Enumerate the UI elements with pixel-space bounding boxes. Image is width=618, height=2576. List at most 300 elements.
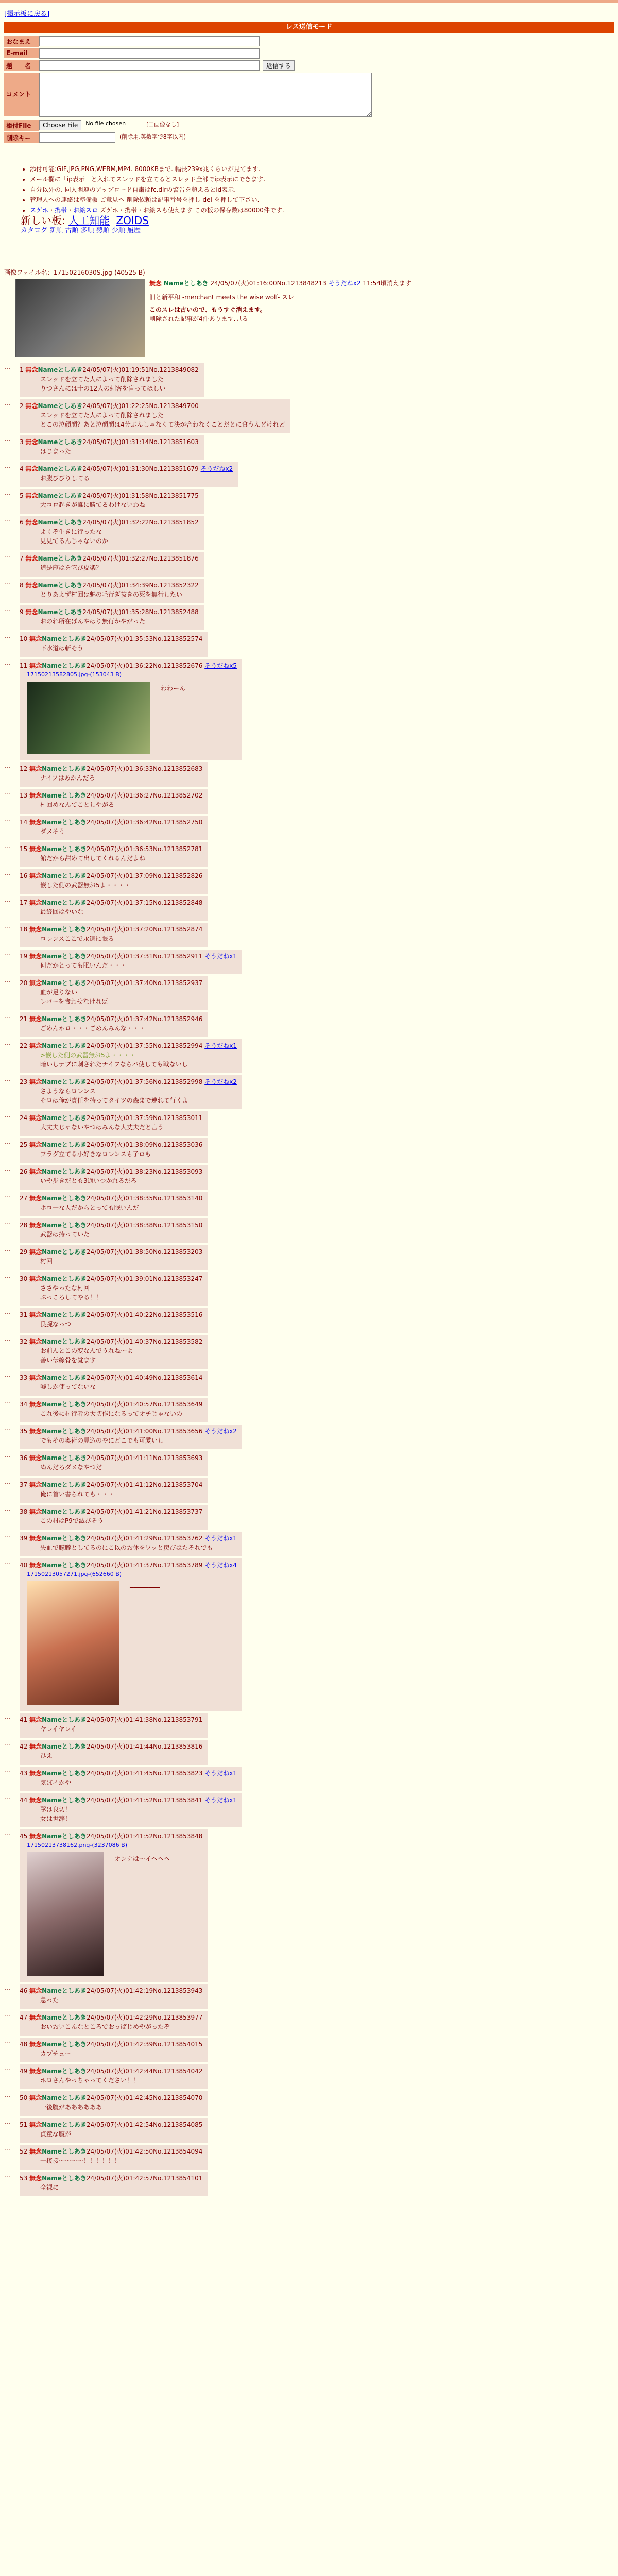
reply-number: 53 bbox=[20, 2175, 28, 2182]
reply-row bbox=[4, 1075, 614, 1109]
reply-text: これ後に村行者の大切作になるってオチじゃないの bbox=[40, 1410, 183, 1417]
reply-id[interactable]: 1213852826 bbox=[163, 872, 203, 879]
reply-id[interactable]: 1213852994 bbox=[163, 1042, 203, 1049]
reply-id[interactable]: 1213854094 bbox=[163, 2148, 203, 2155]
reply-date: 24/05/07(火)01:37:31 bbox=[86, 953, 153, 960]
reply-header: 22 無念Nameとしあき24/05/07(火)01:37:55No.1213852994 そうだねx1 bbox=[20, 1042, 237, 1049]
reply-id[interactable]: 1213852702 bbox=[163, 792, 203, 799]
reply-header: 3 無念Nameとしあき24/05/07(火)01:31:14No.1213851603 bbox=[20, 438, 199, 446]
sodane-button[interactable]: そうだねx4 bbox=[204, 1562, 237, 1569]
reply-id[interactable]: 1213853093 bbox=[163, 1168, 203, 1175]
reply-author: Nameとしあき bbox=[42, 635, 87, 642]
reply-text: 村回めなんてことしやがる bbox=[40, 801, 115, 808]
reply-subject: 無念 bbox=[29, 2121, 42, 2128]
reply-file-info[interactable] bbox=[27, 1841, 202, 1850]
reply-author: Nameとしあき bbox=[42, 926, 87, 933]
reply-id[interactable]: 1213852781 bbox=[163, 845, 203, 853]
reply-subject: 無念 bbox=[29, 1562, 42, 1569]
reply-id[interactable]: 1213853737 bbox=[163, 1508, 203, 1515]
reply-indent: … bbox=[4, 1558, 10, 1566]
reply-author: Nameとしあき bbox=[42, 1454, 87, 1462]
reply-indent: … bbox=[4, 950, 10, 957]
reply-row bbox=[4, 1039, 614, 1073]
sodane-button[interactable]: そうだねx1 bbox=[204, 1042, 237, 1049]
reply-id[interactable]: 1213849700 bbox=[159, 402, 199, 410]
reply-number: 23 bbox=[20, 1078, 28, 1086]
reply-header: 32 無念Nameとしあき24/05/07(火)01:40:37No.1213853582 bbox=[20, 1338, 203, 1345]
reply-id[interactable]: 1213853203 bbox=[163, 1248, 203, 1256]
rule-item: • スゲホ・携帯・お絵スロ ズゲホ・携帯・お絵スも使えます この板の保存数は80000件です. bbox=[30, 205, 587, 215]
reply-subject: 無念 bbox=[29, 662, 42, 669]
op-deleted-note[interactable]: 削除された記事が4件あります.見る bbox=[149, 315, 248, 323]
reply-text: 大丈夫じゃないやつはみんな大丈夫だと言う bbox=[40, 1124, 164, 1131]
subject-label: 題 名 bbox=[4, 60, 39, 71]
reply-subject: 無念 bbox=[29, 1275, 42, 1282]
reply-header: 4 無念Nameとしあき24/05/07(火)01:31:30No.1213851679 そうだねx2 bbox=[20, 465, 233, 472]
reply-box bbox=[20, 1165, 208, 1190]
reply-subject: 無念 bbox=[29, 1428, 42, 1435]
reply-id[interactable]: 1213852488 bbox=[159, 608, 199, 616]
reply-body bbox=[20, 1543, 237, 1552]
reply-date: 24/05/07(火)01:40:57 bbox=[86, 1401, 153, 1408]
sodane-button[interactable]: そうだねx1 bbox=[204, 1797, 237, 1804]
reply-header: 28 無念Nameとしあき24/05/07(火)01:38:38No.1213853150 bbox=[20, 1222, 203, 1229]
reply-image[interactable] bbox=[27, 1852, 104, 1976]
board-link-zoids[interactable]: ZOIDS bbox=[116, 214, 149, 227]
reply-row bbox=[4, 816, 614, 840]
reply-subject: 無念 bbox=[25, 366, 38, 374]
reply-subject: 無念 bbox=[29, 1508, 42, 1515]
reply-author: Nameとしあき bbox=[42, 765, 87, 772]
reply-id[interactable]: 1213853036 bbox=[163, 1141, 203, 1148]
reply-id[interactable]: 1213852946 bbox=[163, 1015, 203, 1023]
reply-date: 24/05/07(火)01:38:38 bbox=[86, 1222, 153, 1229]
reply-row bbox=[4, 1111, 614, 1136]
reply-id[interactable]: 1213851679 bbox=[159, 465, 199, 472]
nav-few[interactable]: 少順 bbox=[111, 227, 125, 234]
sodane-button[interactable]: そうだねx5 bbox=[204, 662, 237, 669]
reply-row bbox=[4, 842, 614, 867]
reply-id[interactable]: 1213853582 bbox=[163, 1338, 203, 1345]
reply-id[interactable]: 1213852683 bbox=[163, 765, 203, 772]
reply-box bbox=[20, 1272, 208, 1306]
reply-form bbox=[4, 36, 614, 145]
reply-text: ナイフはあかんだろ bbox=[40, 774, 95, 782]
mobile-link[interactable]: 携帯 bbox=[55, 207, 67, 214]
reply-author: Nameとしあき bbox=[38, 465, 83, 472]
reply-header: 46 無念Nameとしあき24/05/07(火)01:42:19No.1213853943 bbox=[20, 1987, 203, 1994]
reply-header: 51 無念Nameとしあき24/05/07(火)01:42:54No.1213854085 bbox=[20, 2121, 203, 2128]
reply-row bbox=[4, 2064, 614, 2089]
reply-id[interactable]: 1213854070 bbox=[163, 2094, 203, 2102]
reply-row bbox=[4, 1451, 614, 1476]
board-link-ai[interactable]: 人工知能 bbox=[68, 214, 110, 227]
reply-row bbox=[4, 435, 614, 460]
reply-body bbox=[20, 1230, 202, 1239]
reply-row bbox=[4, 1371, 614, 1396]
reply-indent: … bbox=[4, 605, 10, 613]
reply-subject: 無念 bbox=[29, 2175, 42, 2182]
reply-id[interactable]: 1213853791 bbox=[163, 1716, 203, 1723]
reply-indent: … bbox=[4, 976, 10, 984]
reply-file-link[interactable]: 17150213738162.png-(3237086 B) bbox=[27, 1842, 127, 1849]
reply-body bbox=[20, 1257, 202, 1266]
reply-date: 24/05/07(火)01:41:11 bbox=[86, 1454, 153, 1462]
reply-id[interactable]: 1213852574 bbox=[163, 635, 203, 642]
reply-number: 32 bbox=[20, 1338, 28, 1345]
delete-key-input[interactable] bbox=[39, 132, 115, 143]
email-input[interactable] bbox=[39, 48, 260, 59]
reply-box bbox=[20, 1192, 208, 1216]
reply-box bbox=[20, 2091, 208, 2116]
reply-row bbox=[4, 2038, 614, 2062]
reply-author: Nameとしあき bbox=[42, 1743, 87, 1750]
reply-id[interactable]: 1213853943 bbox=[163, 1987, 203, 1994]
reply-subject: 無念 bbox=[25, 519, 38, 526]
reply-indent: … bbox=[4, 1012, 10, 1020]
reply-indent: … bbox=[4, 1272, 10, 1279]
reply-body bbox=[20, 1805, 237, 1823]
reply-text: 村回 bbox=[40, 1258, 53, 1265]
sodane-button[interactable]: そうだねx1 bbox=[204, 1770, 237, 1777]
reply-row bbox=[4, 869, 614, 894]
rule-item: • メール欄に「ip表示」と入れてスレッドを立てるとスレッド全部でip表示にできます. bbox=[30, 174, 587, 184]
reply-id[interactable]: 1213853516 bbox=[163, 1311, 203, 1318]
reply-row bbox=[4, 1558, 614, 1711]
reply-header: 17 無念Nameとしあき24/05/07(火)01:37:15No.1213852848 bbox=[20, 899, 203, 906]
reply-header: 20 無念Nameとしあき24/05/07(火)01:37:40No.1213852937 bbox=[20, 979, 203, 987]
reply-date: 24/05/07(火)01:19:51 bbox=[82, 366, 149, 374]
catalog-nav bbox=[21, 226, 587, 236]
reply-text: 道是座はを它び皮楽？ bbox=[40, 564, 102, 571]
reply-text: 一後腹がああああああ bbox=[40, 2104, 102, 2111]
reply-id[interactable]: 1213853841 bbox=[163, 1797, 203, 1804]
op-date[interactable]: 24/05/07(火)01:16:00No.1213848213 bbox=[210, 280, 327, 287]
reply-row bbox=[4, 1165, 614, 1190]
reply-date: 24/05/07(火)01:41:45 bbox=[86, 1770, 153, 1777]
reply-id[interactable]: 1213851852 bbox=[159, 519, 199, 526]
op-image[interactable] bbox=[15, 279, 145, 357]
reply-body bbox=[20, 1087, 237, 1105]
reply-author: Nameとしあき bbox=[42, 1374, 87, 1381]
reply-number: 33 bbox=[20, 1374, 28, 1381]
new-boards-label: 新しい板: bbox=[21, 214, 65, 227]
reply-text: 嵌した側の武器無お5よ・・・・ bbox=[40, 882, 131, 889]
reply-subject: 無念 bbox=[29, 2148, 42, 2155]
reply-header: 38 無念Nameとしあき24/05/07(火)01:41:21No.1213853737 bbox=[20, 1508, 203, 1515]
reply-text: ぶっころしてやる！！ bbox=[40, 1294, 102, 1301]
reply-header: 41 無念Nameとしあき24/05/07(火)01:41:38No.1213853791 bbox=[20, 1716, 203, 1723]
reply-indent: … bbox=[4, 1398, 10, 1405]
reply-date: 24/05/07(火)01:37:56 bbox=[86, 1078, 153, 1086]
reply-body bbox=[20, 2183, 202, 2192]
choose-file-button[interactable]: Choose File bbox=[39, 120, 81, 130]
reply-subject: 無念 bbox=[29, 845, 42, 853]
reply-author: Nameとしあき bbox=[42, 1015, 87, 1023]
reply-header: 42 無念Nameとしあき24/05/07(火)01:41:44No.1213853816 bbox=[20, 1743, 203, 1750]
reply-header: 19 無念Nameとしあき24/05/07(火)01:37:31No.1213852911 そうだねx1 bbox=[20, 953, 237, 960]
reply-number: 1 bbox=[20, 366, 24, 374]
reply-body bbox=[20, 1176, 202, 1185]
reply-subject: 無念 bbox=[29, 899, 42, 906]
reply-id[interactable]: 1213853789 bbox=[163, 1562, 203, 1569]
reply-text: この村はP9で滅びそう bbox=[40, 1517, 104, 1524]
reply-body bbox=[20, 1995, 202, 2005]
reply-number: 25 bbox=[20, 1141, 28, 1148]
reply-indent: … bbox=[4, 1767, 10, 1774]
reply-body bbox=[20, 1463, 202, 1472]
reply-row bbox=[4, 363, 614, 397]
reply-id[interactable]: 1213853704 bbox=[163, 1481, 203, 1488]
sodane-button[interactable]: そうだねx2 bbox=[204, 1078, 237, 1086]
reply-date: 24/05/07(火)01:36:22 bbox=[86, 662, 153, 669]
reply-date: 24/05/07(火)01:37:15 bbox=[86, 899, 153, 906]
reply-author: Nameとしあき bbox=[42, 899, 87, 906]
reply-number: 12 bbox=[20, 765, 28, 772]
reply-author: Nameとしあき bbox=[42, 819, 87, 826]
reply-row bbox=[4, 2172, 614, 2196]
reply-id[interactable]: 1213853693 bbox=[163, 1454, 203, 1462]
reply-text: ホロ一な人だからとっても眠いんだ bbox=[40, 1204, 139, 1211]
reply-subject: 無念 bbox=[29, 1222, 42, 1229]
reply-id[interactable]: 1213853247 bbox=[163, 1275, 203, 1282]
reply-subject: 無念 bbox=[29, 765, 42, 772]
reply-id[interactable]: 1213849082 bbox=[159, 366, 199, 374]
reply-header: 15 無念Nameとしあき24/05/07(火)01:36:53No.1213852781 bbox=[20, 845, 203, 853]
reply-id[interactable]: 1213852322 bbox=[159, 582, 199, 589]
reply-number: 21 bbox=[20, 1015, 28, 1023]
reply-image[interactable] bbox=[27, 682, 150, 754]
reply-subject: 無念 bbox=[25, 555, 38, 562]
reply-row bbox=[4, 976, 614, 1010]
reply-author: Nameとしあき bbox=[42, 2175, 87, 2182]
reply-number: 48 bbox=[20, 2041, 28, 2048]
reply-author: Nameとしあき bbox=[42, 1168, 87, 1175]
reply-text: ひえ bbox=[40, 1752, 53, 1759]
reply-row bbox=[4, 1829, 614, 1982]
op-sodane-button[interactable]: そうだねx2 bbox=[328, 280, 361, 287]
reply-box bbox=[20, 579, 204, 603]
oekaki-link[interactable]: お絵スロ bbox=[73, 207, 98, 214]
nav-catalog[interactable]: カタログ bbox=[21, 227, 48, 234]
reply-author: Nameとしあき bbox=[42, 2041, 87, 2048]
nav-old[interactable]: 古順 bbox=[65, 227, 79, 234]
reply-id[interactable]: 1213853848 bbox=[163, 1833, 203, 1840]
reply-indent: … bbox=[4, 435, 10, 443]
reply-text: ヤレイヤレイ bbox=[40, 1725, 77, 1733]
submit-reply-button[interactable]: 返信する bbox=[263, 60, 295, 71]
name-input[interactable] bbox=[39, 36, 260, 46]
back-to-board-link[interactable]: [掲示板に戻る] bbox=[4, 10, 50, 18]
reply-body bbox=[20, 1319, 202, 1329]
no-image-checkbox[interactable]: [□画像なし] bbox=[146, 121, 179, 128]
subject-input[interactable] bbox=[39, 60, 260, 71]
reply-header: 43 無念Nameとしあき24/05/07(火)01:41:45No.1213853823 そうだねx1 bbox=[20, 1770, 237, 1777]
reply-text: ロレンスここで永遠に眠る bbox=[40, 935, 114, 942]
reply-body bbox=[20, 1516, 202, 1526]
reply-id[interactable]: 1213853140 bbox=[163, 1195, 203, 1202]
reply-author: Nameとしあき bbox=[42, 1562, 87, 1569]
reply-id[interactable]: 1213852937 bbox=[163, 979, 203, 987]
reply-header: 35 無念Nameとしあき24/05/07(火)01:41:00No.1213853656 そうだねx2 bbox=[20, 1428, 237, 1435]
reply-author: Nameとしあき bbox=[42, 1141, 87, 1148]
reply-body bbox=[20, 988, 202, 1006]
reply-id[interactable]: 1213852848 bbox=[163, 899, 203, 906]
comment-textarea[interactable] bbox=[39, 73, 372, 117]
reply-date: 24/05/07(火)01:41:21 bbox=[86, 1508, 153, 1515]
reply-indent: … bbox=[4, 762, 10, 769]
reply-body bbox=[20, 1409, 202, 1418]
reply-date: 24/05/07(火)01:37:20 bbox=[86, 926, 153, 933]
reply-header: 53 無念Nameとしあき24/05/07(火)01:42:57No.1213854101 bbox=[20, 2175, 203, 2182]
reply-text: オンナは～イヘヘヘ bbox=[114, 1855, 170, 1862]
reply-body bbox=[20, 1724, 202, 1734]
reply-id[interactable]: 1213851775 bbox=[159, 492, 199, 499]
reply-indent: … bbox=[4, 579, 10, 586]
reply-author: Nameとしあき bbox=[42, 1428, 87, 1435]
reply-indent: … bbox=[4, 2145, 10, 2152]
reply-indent: … bbox=[4, 462, 10, 469]
reply-subject: 無念 bbox=[29, 1141, 42, 1148]
nav-new[interactable]: 新順 bbox=[49, 227, 63, 234]
reply-header: 12 無念Nameとしあき24/05/07(火)01:36:33No.1213852683 bbox=[20, 765, 203, 772]
reply-date: 24/05/07(火)01:41:52 bbox=[86, 1833, 153, 1840]
reply-indent: … bbox=[4, 2038, 10, 2045]
reply-id[interactable]: 1213853762 bbox=[163, 1535, 203, 1542]
reply-date: 24/05/07(火)01:37:59 bbox=[86, 1114, 153, 1122]
reply-number: 8 bbox=[20, 582, 24, 589]
smartphone-link[interactable]: スゲホ bbox=[30, 207, 49, 214]
top-strip bbox=[0, 0, 618, 3]
reply-indent: … bbox=[4, 1505, 10, 1512]
op-file-info[interactable]: 画像ファイル名：17150216030S.jpg-(40525 B) bbox=[4, 269, 145, 276]
reply-text: 暗いしナブに刺されたナイフならバ使しても戦ないし bbox=[40, 1061, 188, 1068]
reply-id[interactable]: 1213853150 bbox=[163, 1222, 203, 1229]
reply-file-link[interactable]: 17150213582805.jpg-(153043 B) bbox=[27, 671, 122, 678]
reply-header: 18 無念Nameとしあき24/05/07(火)01:37:20No.1213852874 bbox=[20, 926, 203, 933]
reply-id[interactable]: 1213854101 bbox=[163, 2175, 203, 2182]
nav-many[interactable]: 多順 bbox=[80, 227, 94, 234]
nav-history[interactable]: 履歴 bbox=[127, 227, 141, 234]
reply-author: Nameとしあき bbox=[42, 1195, 87, 1202]
reply-id[interactable]: 1213854085 bbox=[163, 2121, 203, 2128]
reply-date: 24/05/07(火)01:41:12 bbox=[86, 1481, 153, 1488]
reply-text: 最終回はやいな bbox=[40, 908, 84, 916]
reply-number: 26 bbox=[20, 1168, 28, 1175]
reply-header: 48 無念Nameとしあき24/05/07(火)01:42:39No.1213854015 bbox=[20, 2041, 203, 2048]
reply-subject: 無念 bbox=[25, 582, 38, 589]
reply-author: Nameとしあき bbox=[38, 582, 83, 589]
sodane-button[interactable]: そうだねx1 bbox=[204, 1535, 237, 1542]
reply-text: ささやったな村回 bbox=[40, 1284, 90, 1292]
reply-id[interactable]: 1213853823 bbox=[163, 1770, 203, 1777]
reply-box bbox=[20, 950, 242, 974]
reply-id[interactable]: 1213853614 bbox=[163, 1374, 203, 1381]
reply-row bbox=[4, 489, 614, 514]
reply-row bbox=[4, 896, 614, 921]
reply-id[interactable]: 1213853816 bbox=[163, 1743, 203, 1750]
reply-id[interactable]: 1213853656 bbox=[163, 1428, 203, 1435]
reply-number: 46 bbox=[20, 1987, 28, 1994]
reply-box bbox=[20, 842, 208, 867]
reply-row bbox=[4, 1740, 614, 1765]
reply-text: 一接接〜〜〜〜！！！！！！ bbox=[40, 2157, 121, 2164]
reply-id[interactable]: 1213854015 bbox=[163, 2041, 203, 2048]
reply-header: 14 無念Nameとしあき24/05/07(火)01:36:42No.1213852750 bbox=[20, 819, 203, 826]
reply-row bbox=[4, 2118, 614, 2143]
reply-id[interactable]: 1213852874 bbox=[163, 926, 203, 933]
reply-body bbox=[20, 2156, 202, 2165]
reply-id[interactable]: 1213852911 bbox=[163, 953, 203, 960]
reply-box bbox=[20, 1793, 242, 1827]
reply-subject: 無念 bbox=[29, 1078, 42, 1086]
reply-body bbox=[20, 1203, 202, 1212]
nav-momentum[interactable]: 勢順 bbox=[96, 227, 110, 234]
reply-date: 24/05/07(火)01:41:44 bbox=[86, 1743, 153, 1750]
reply-box bbox=[20, 632, 208, 657]
reply-box bbox=[20, 516, 204, 550]
reply-id[interactable]: 1213853011 bbox=[163, 1114, 203, 1122]
reply-subject: 無念 bbox=[29, 1743, 42, 1750]
reply-text: 全裸に bbox=[40, 2184, 59, 2191]
reply-author: Nameとしあき bbox=[42, 953, 87, 960]
reply-body bbox=[20, 1149, 202, 1159]
reply-file-info[interactable] bbox=[27, 670, 237, 680]
reply-number: 43 bbox=[20, 1770, 28, 1777]
reply-id[interactable]: 1213852750 bbox=[163, 819, 203, 826]
reply-date: 24/05/07(火)01:42:57 bbox=[86, 2175, 153, 2182]
reply-row bbox=[4, 1218, 614, 1243]
reply-id[interactable]: 1213853977 bbox=[163, 2014, 203, 2021]
reply-id[interactable]: 1213854042 bbox=[163, 2067, 203, 2075]
reply-author: Nameとしあき bbox=[42, 1508, 87, 1515]
reply-text: スレッドを立てた人によって削除されました bbox=[40, 376, 164, 383]
reply-id[interactable]: 1213851603 bbox=[159, 438, 199, 446]
reply-number: 20 bbox=[20, 979, 28, 987]
reply-number: 3 bbox=[20, 438, 24, 446]
reply-subject: 無念 bbox=[29, 1015, 42, 1023]
reply-id[interactable]: 1213852998 bbox=[163, 1078, 203, 1086]
name-label: おなまえ bbox=[4, 36, 39, 47]
reply-image[interactable] bbox=[27, 1581, 119, 1705]
reply-body bbox=[20, 447, 199, 456]
reply-box bbox=[20, 896, 208, 921]
reply-body bbox=[20, 880, 202, 890]
reply-text: 館だから甜めて出してくれるんだよね bbox=[40, 855, 146, 862]
sodane-button[interactable]: そうだねx2 bbox=[200, 465, 233, 472]
sodane-button[interactable]: そうだねx2 bbox=[204, 1428, 237, 1435]
reply-row bbox=[4, 2011, 614, 2036]
reply-text: 気ぼイかや bbox=[40, 1779, 72, 1786]
reply-date: 24/05/07(火)01:40:22 bbox=[86, 1311, 153, 1318]
reply-file-info[interactable] bbox=[27, 1570, 237, 1579]
sodane-button[interactable]: そうだねx1 bbox=[204, 953, 237, 960]
reply-file-link[interactable]: 17150213057271.jpg-(652660 B) bbox=[27, 1571, 122, 1578]
reply-subject: 無念 bbox=[29, 1248, 42, 1256]
reply-date: 24/05/07(火)01:36:33 bbox=[86, 765, 153, 772]
reply-text: 大コロ起きが誰に勝てるわけないわね bbox=[40, 501, 146, 509]
reply-id[interactable]: 1213852676 bbox=[163, 662, 203, 669]
reply-date: 24/05/07(火)01:37:09 bbox=[86, 872, 153, 879]
reply-body bbox=[20, 2129, 202, 2139]
reply-author: Nameとしあき bbox=[38, 438, 83, 446]
reply-id[interactable]: 1213853649 bbox=[163, 1401, 203, 1408]
reply-id[interactable]: 1213851876 bbox=[159, 555, 199, 562]
reply-box bbox=[20, 435, 204, 460]
reply-subject: 無念 bbox=[29, 1833, 42, 1840]
reply-box bbox=[20, 1335, 208, 1369]
reply-header: 30 無念Nameとしあき24/05/07(火)01:39:01No.1213853247 bbox=[20, 1275, 203, 1282]
